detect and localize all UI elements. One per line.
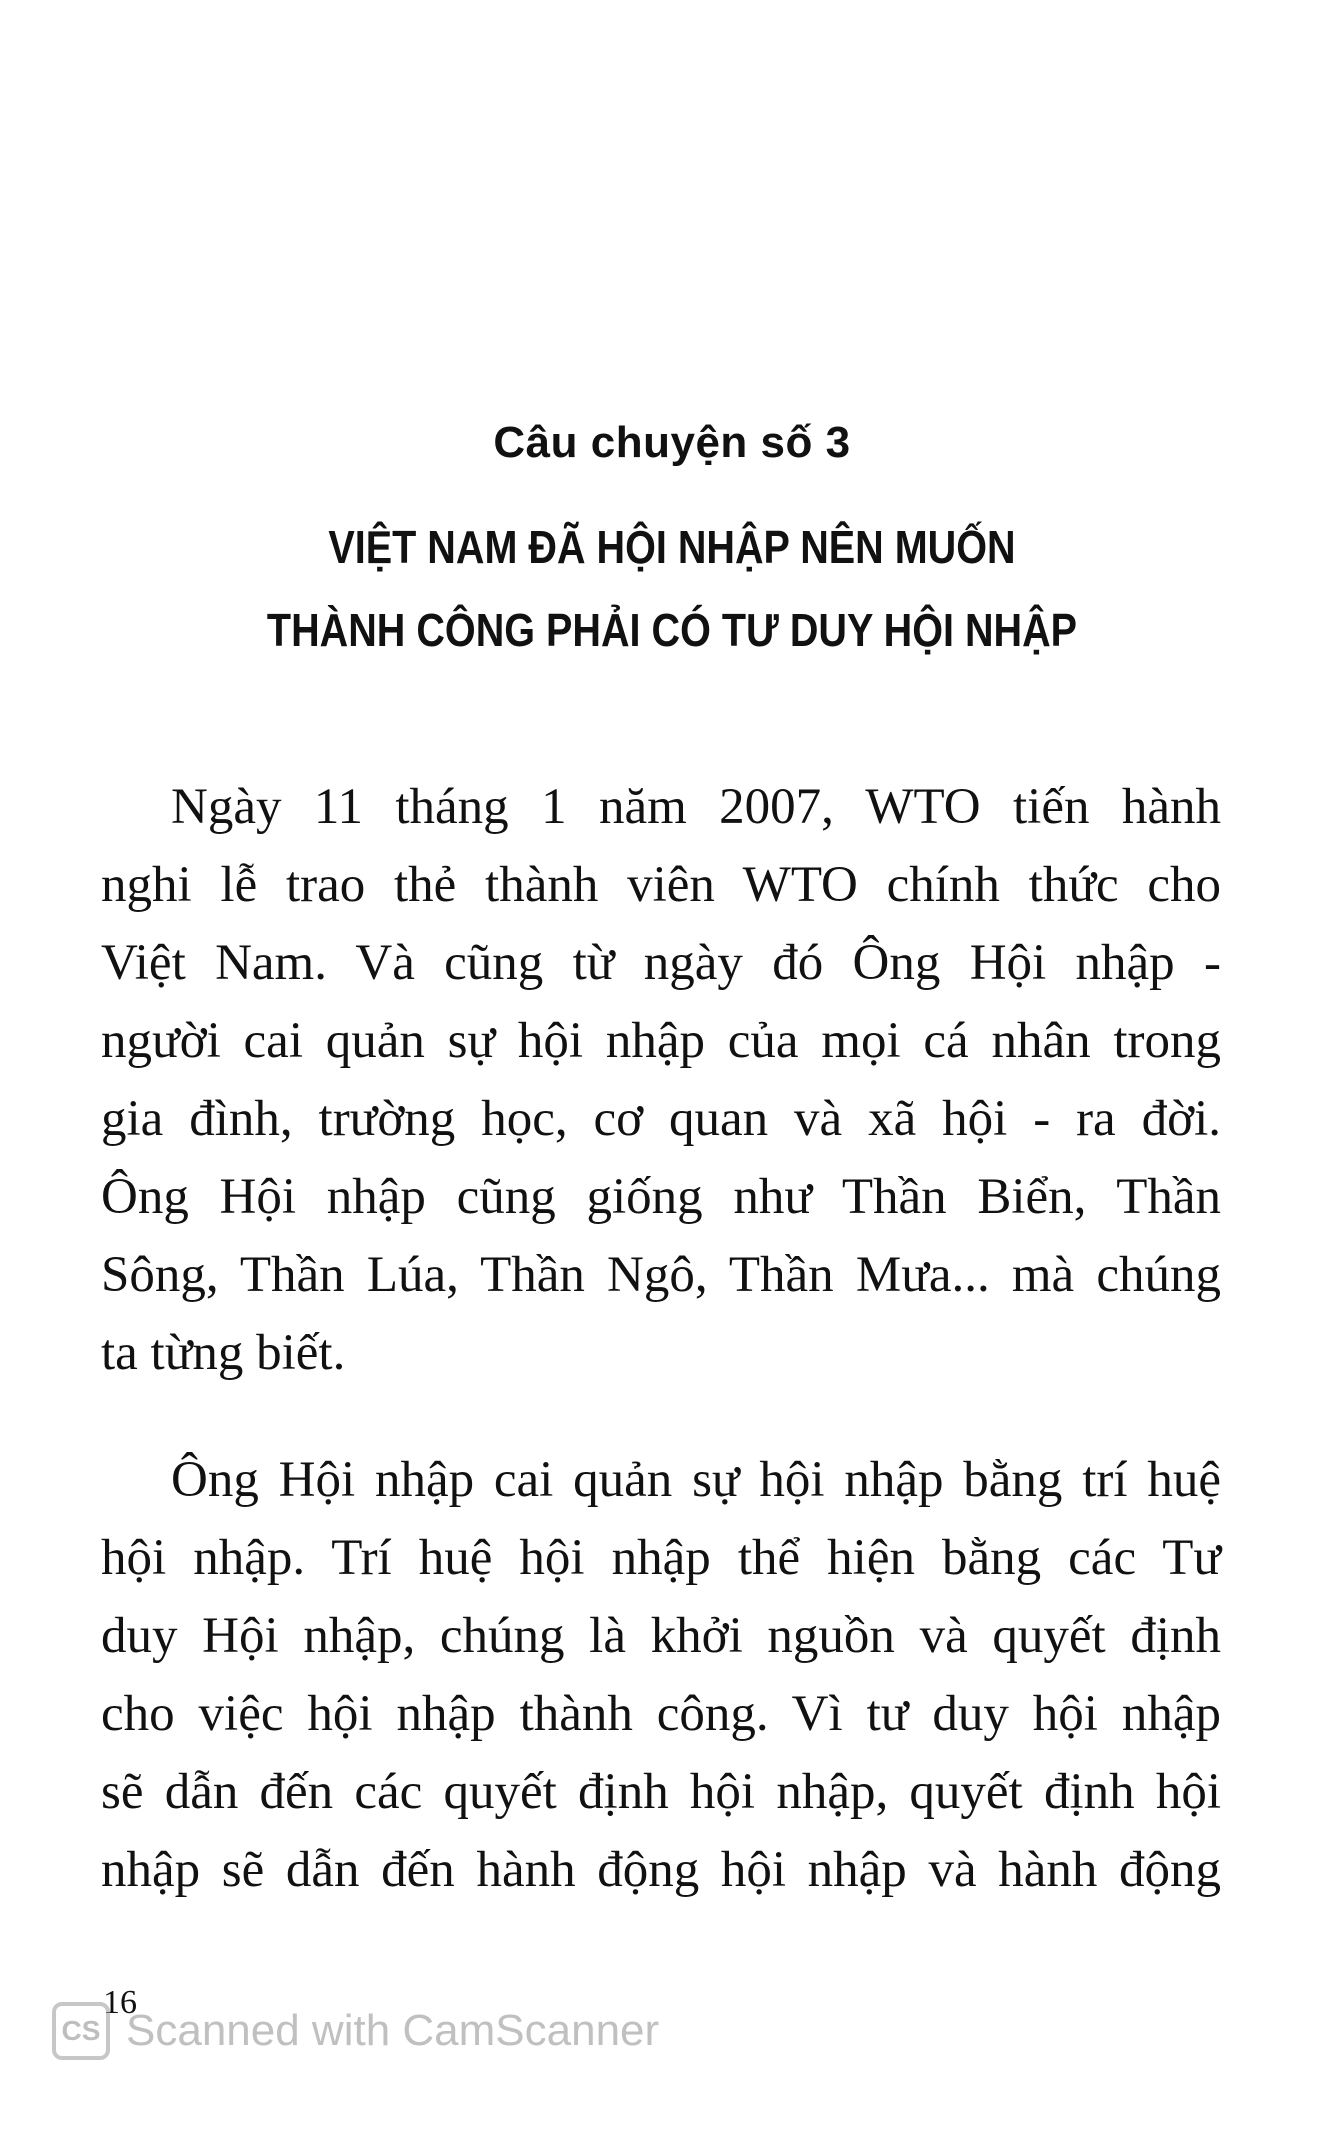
paragraph-line: sẽ dẫn đến các quyết định hội nhập, quyết định hội <box>101 1764 1221 1820</box>
story-title-line-2: THÀNH CÔNG PHẢI CÓ TƯ DUY HỘI NHẬP <box>266 604 1078 656</box>
paragraph-2 <box>101 1441 1221 1909</box>
paragraph-line: Sông, Thần Lúa, Thần Ngô, Thần Mưa... mà chúng <box>101 1247 1221 1303</box>
paragraph-line: nhập sẽ dẫn đến hành động hội nhập và hành động <box>101 1842 1221 1898</box>
paragraph-line: cho việc hội nhập thành công. Vì tư duy hội nhập <box>101 1686 1221 1742</box>
paragraph-line: Ông Hội nhập cũng giống như Thần Biển, Thần <box>101 1169 1221 1225</box>
paragraph-line: gia đình, trường học, cơ quan và xã hội - ra đời. <box>101 1091 1221 1147</box>
paragraph-line: Việt Nam. Và cũng từ ngày đó Ông Hội nhập - <box>101 935 1221 991</box>
paragraph-line: người cai quản sự hội nhập của mọi cá nhân trong <box>101 1013 1221 1069</box>
paragraph-line: Ông Hội nhập cai quản sự hội nhập bằng trí huệ <box>171 1452 1221 1508</box>
watermark-text: Scanned with CamScanner <box>126 2006 660 2055</box>
paragraph-line: hội nhập. Trí huệ hội nhập thể hiện bằng các Tư <box>101 1530 1221 1586</box>
paragraph-1 <box>101 768 1221 1392</box>
page-number: 16 <box>103 1984 137 2021</box>
paragraph-line: nghi lễ trao thẻ thành viên WTO chính thức cho <box>101 857 1221 913</box>
camscanner-watermark <box>52 2002 659 2060</box>
camscanner-logo-icon: CS <box>52 2002 110 2060</box>
story-number-heading: Câu chuyện số 3 <box>493 418 851 467</box>
paragraph-line: ta từng biết. <box>101 1325 346 1381</box>
paragraph-line: duy Hội nhập, chúng là khởi nguồn và quyết định <box>101 1608 1221 1664</box>
paragraph-line: Ngày 11 tháng 1 năm 2007, WTO tiến hành <box>171 779 1221 835</box>
story-title-line-1: VIỆT NAM ĐÃ HỘI NHẬP NÊN MUỐN <box>328 521 1016 573</box>
